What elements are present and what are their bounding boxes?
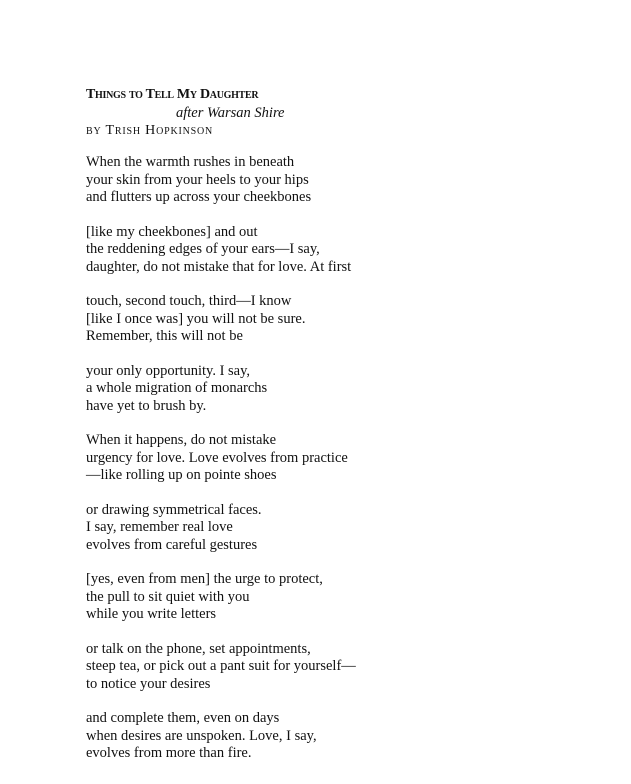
poem-line: while you write letters xyxy=(86,606,217,622)
stanza-8 xyxy=(86,641,606,694)
poem-line: evolves from more than fire. xyxy=(86,745,252,761)
poem-line: your skin from your heels to your hips xyxy=(86,171,309,188)
poem-line: and flutters up across your cheekbones xyxy=(86,189,312,205)
poem-line: [like I once was] you will not be sure. xyxy=(86,310,306,327)
poem-line: —like rolling up on pointe shoes xyxy=(86,467,277,483)
stanza-3 xyxy=(86,293,606,346)
poem-dedication: after Warsan Shire xyxy=(176,105,285,121)
stanza-1 xyxy=(86,154,606,207)
poem-line: to notice your desires xyxy=(86,675,211,692)
poem-body xyxy=(86,154,606,780)
poem-line: [like my cheekbones] and out xyxy=(86,223,258,240)
poem-header xyxy=(86,86,606,140)
poem-line: steep tea, or pick out a pant suit for yourself— xyxy=(86,658,356,674)
poem-line: urgency for love. Love evolves from practice xyxy=(86,449,348,466)
poem-line: When it happens, do not mistake xyxy=(86,432,277,448)
poem-line: and complete them, even on days xyxy=(86,710,280,726)
poem-line: the pull to sit quiet with you xyxy=(86,588,250,605)
poem-line: touch, second touch, third—I know xyxy=(86,293,292,309)
stanza-2 xyxy=(86,224,606,277)
poem-line: when desires are unspoken. Love, I say, xyxy=(86,727,317,744)
stanza-5 xyxy=(86,432,606,485)
stanza-9 xyxy=(86,710,606,763)
stanza-7 xyxy=(86,571,606,624)
stanza-4 xyxy=(86,363,606,416)
poem-line: have yet to brush by. xyxy=(86,397,207,414)
poem-line: [yes, even from men] the urge to protect, xyxy=(86,571,323,587)
poem-line: evolves from careful gestures xyxy=(86,536,258,553)
poem-line: the reddening edges of your ears—I say, xyxy=(86,241,320,257)
poem-line: I say, remember real love xyxy=(86,519,233,535)
poem-line: Remember, this will not be xyxy=(86,328,243,344)
poem-line: daughter, do not mistake that for love. At first xyxy=(86,258,352,275)
poem-line: or talk on the phone, set appointments, xyxy=(86,640,311,657)
poem-line: When the warmth rushes in beneath xyxy=(86,154,295,170)
poem-line: a whole migration of monarchs xyxy=(86,380,268,396)
poem-line: or drawing symmetrical faces. xyxy=(86,501,262,518)
poem-line: your only opportunity. I say, xyxy=(86,362,251,379)
poem-byline: by Trish Hopkinson xyxy=(86,123,214,138)
poem-title: Things to Tell My Daughter xyxy=(86,87,259,102)
stanza-6 xyxy=(86,502,606,555)
